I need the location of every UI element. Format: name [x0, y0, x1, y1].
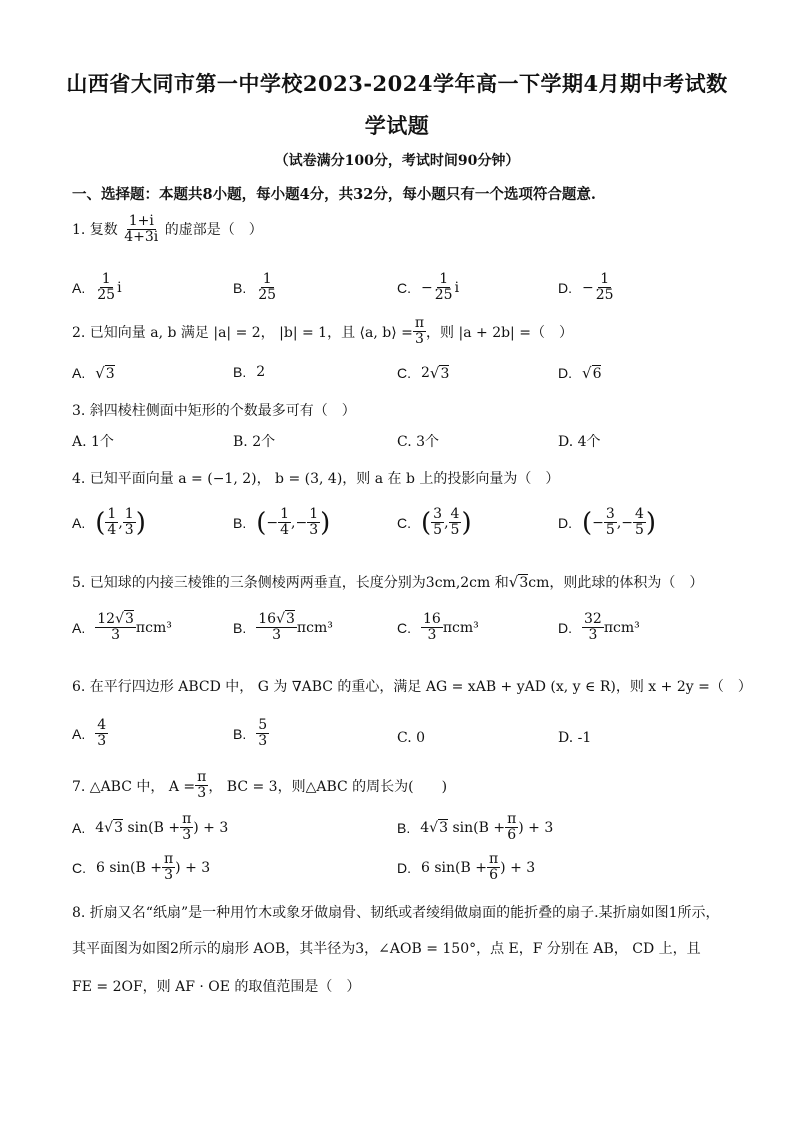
- exam-title-line2: 学试题: [364, 113, 430, 138]
- question-8-line1: 8. 折扇又名“纸扇”是一种用竹木或象牙做扇骨、韧纸或者绫绢做扇面的能折叠的扇子.某折扇如图1所示，: [72, 905, 720, 921]
- question-8-line2: 其平面图为如图2所示的扇形 AOB，其半径为3，∠AOB = 150°，点 E，F 分别在 AB， CD 上，且: [72, 941, 701, 957]
- q3-option-c[interactable]: C. 3个: [397, 434, 440, 450]
- q1-option-b[interactable]: B. $\frac{1}{25}$: [233, 271, 277, 304]
- question-4: 4. 已知平面向量 a = (−1, 2)， b = (3, 4)，则 a 在 b 上的投影向量为（ ）: [72, 471, 560, 487]
- q4-option-b[interactable]: B. ( − $\frac{1}{4}$ ,− $\frac{1}{3}$ ): [233, 506, 331, 539]
- q3-option-d[interactable]: D. 4个: [558, 434, 601, 450]
- q5-option-d[interactable]: D. $\frac{32}{3}$ πcm³: [558, 611, 640, 644]
- question-6: 6. 在平行四边形 ABCD 中， G 为 ∇ABC 的重心，满足 AG = xAB + yAD (x, y ∈ R)，则 x + 2y =（ ）: [72, 679, 752, 695]
- q6-option-d[interactable]: D. -1: [558, 730, 592, 746]
- q5-option-b[interactable]: B. $\frac{16√3}{3}$ πcm³: [233, 611, 333, 644]
- q4-option-a[interactable]: A. ( $\frac{1}{4}$ , $\frac{1}{3}$ ): [72, 506, 146, 539]
- q7-option-d[interactable]: D. 6 sin(B + $\frac{\pi}{6}$ ) + 3: [397, 851, 536, 884]
- question-8-line3: FE = 2OF，则 AF · OE 的取值范围是（ ）: [72, 979, 361, 995]
- q1-option-a[interactable]: A. $\frac{1}{25}$ i: [72, 271, 122, 304]
- q2-option-b[interactable]: B. 2: [233, 364, 266, 380]
- q6-option-c[interactable]: C. 0: [397, 730, 426, 746]
- fraction: $\frac{1+i}{4+3i}$: [124, 213, 159, 246]
- exam-title-line1: 山西省大同市第一中学校2023-2024学年高一下学期4月期中考试数: [66, 71, 728, 96]
- q2-option-a[interactable]: A. √ 3: [72, 364, 115, 382]
- question-3: 3. 斜四棱柱侧面中矩形的个数最多可有（ ）: [72, 403, 356, 419]
- q6-option-a[interactable]: A. $\frac{4}{3}$: [72, 717, 107, 750]
- q6-option-b[interactable]: B. $\frac{5}{3}$: [233, 717, 268, 750]
- q2-option-d[interactable]: D. √ 6: [558, 364, 602, 382]
- q5-option-c[interactable]: C. $\frac{16}{3}$ πcm³: [397, 611, 479, 644]
- q1-option-c[interactable]: C. − $\frac{1}{25}$ i: [397, 271, 460, 304]
- question-1: 1. 复数 $\frac{1+i}{4+3i}$ 的虚部是（ ）: [72, 213, 263, 246]
- q1-option-d[interactable]: D. − $\frac{1}{25}$: [558, 271, 614, 304]
- question-5: 5. 已知球的内接三棱锥的三条侧棱两两垂直，长度分别为3cm,2cm 和√3cm，则此球的体积为（ ）: [72, 573, 704, 591]
- question-2: 2. 已知向量 a, b 满足 |a| = 2， |b| = 1，且 ⟨a, b⟩ = $\frac{\pi}{3}$ ，则 |a + 2b| =（ ）: [72, 315, 573, 348]
- section-heading: 一、选择题：本题共8小题，每小题4分，共32分，每小题只有一个选项符合题意.: [72, 186, 596, 203]
- q3-option-a[interactable]: A. 1个: [72, 434, 114, 450]
- q7-option-c[interactable]: C. 6 sin(B + $\frac{\pi}{3}$ ) + 3: [72, 851, 211, 884]
- q4-option-d[interactable]: D. ( − $\frac{3}{5}$ ,− $\frac{4}{5}$ ): [558, 506, 657, 539]
- q7-option-b[interactable]: B. 4 √ 3 sin(B + $\frac{\pi}{6}$ ) + 3: [397, 811, 554, 844]
- q3-option-b[interactable]: B. 2个: [233, 434, 276, 450]
- question-7: 7. △ABC 中， A = $\frac{\pi}{3}$ ， BC = 3，则△ABC 的周长为( ): [72, 769, 448, 802]
- exam-subtitle: （试卷满分100分，考试时间90分钟）: [274, 153, 520, 169]
- q2-option-c[interactable]: C. 2 √ 3: [397, 364, 450, 382]
- q5-option-a[interactable]: A. $\frac{12√3}{3}$ πcm³: [72, 611, 172, 644]
- q4-option-c[interactable]: C. ( $\frac{3}{5}$ , $\frac{4}{5}$ ): [397, 506, 472, 539]
- q7-option-a[interactable]: A. 4 √ 3 sin(B + $\frac{\pi}{3}$ ) + 3: [72, 811, 229, 844]
